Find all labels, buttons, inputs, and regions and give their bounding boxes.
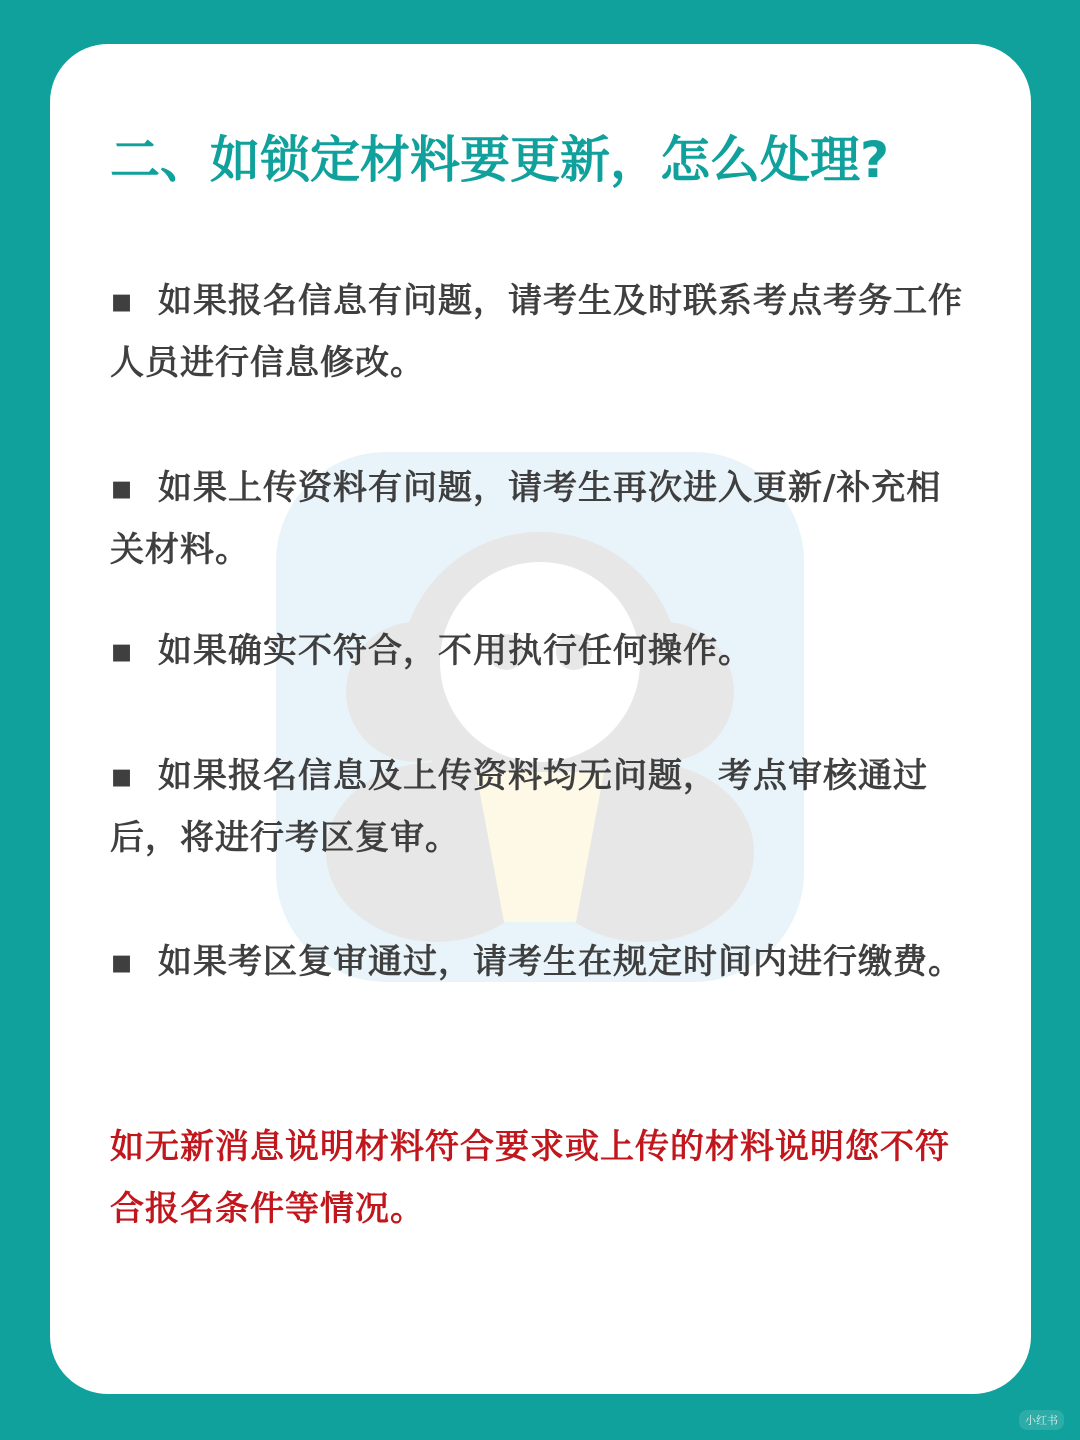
bullet-icon: ▪ — [110, 468, 135, 508]
bullet-icon: ▪ — [110, 756, 135, 796]
content-card — [50, 44, 1031, 1394]
bullet-icon: ▪ — [110, 942, 135, 982]
bullet-icon: ▪ — [110, 281, 135, 321]
list-item-text: 如果考区复审通过，请考生在规定时间内进行缴费。 — [158, 942, 963, 982]
list-item — [110, 270, 970, 394]
source-tag: 小红书 — [1019, 1410, 1064, 1430]
list-item-text: 如果报名信息有问题，请考生及时联系考点考务工作人员进行信息修改。 — [110, 281, 963, 383]
list-item-text: 如果上传资料有问题，请考生再次进入更新/补充相关材料。 — [110, 468, 942, 570]
highlight-note: 如无新消息说明材料符合要求或上传的材料说明您不符合报名条件等情况。 — [110, 1127, 950, 1229]
list-item — [110, 620, 970, 682]
bullet-icon: ▪ — [110, 631, 135, 671]
list-item — [110, 931, 970, 993]
list-item-text: 如果确实不符合，不用执行任何操作。 — [158, 631, 753, 671]
page-title: 二、如锁定材料要更新，怎么处理? — [110, 131, 890, 189]
list-item-text: 如果报名信息及上传资料均无问题，考点审核通过后，将进行考区复审。 — [110, 756, 928, 858]
list-item — [110, 745, 970, 869]
list-item — [110, 457, 970, 581]
